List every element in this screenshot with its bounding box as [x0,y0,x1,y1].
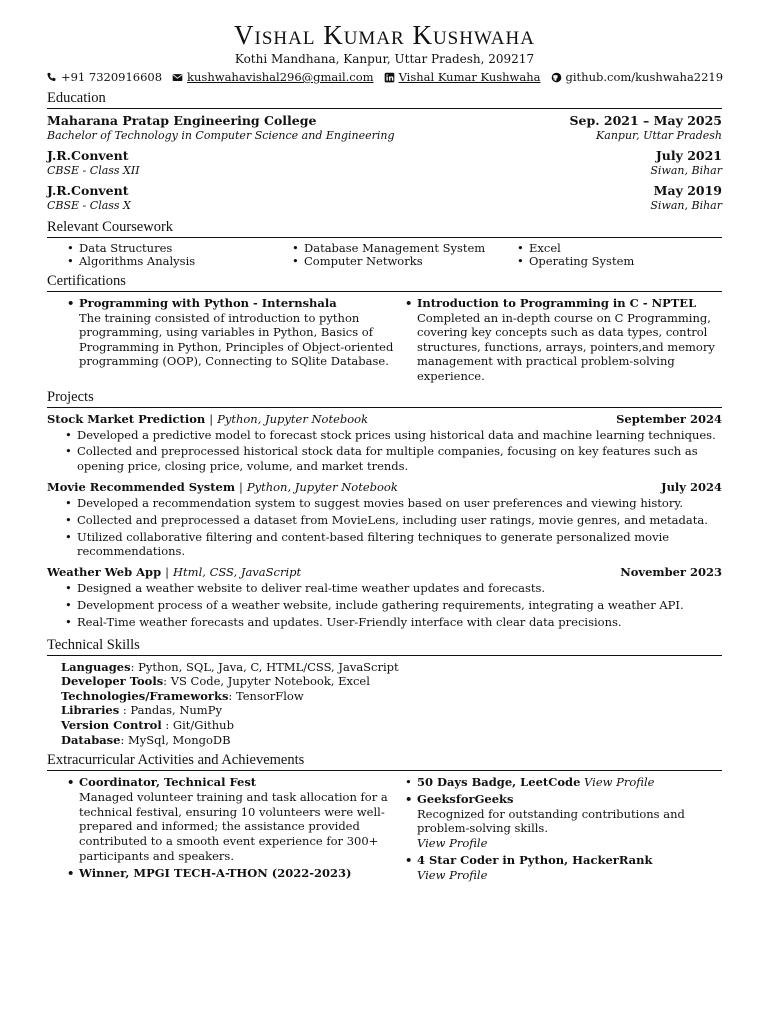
skill-separator: : [119,703,131,718]
skill-separator: : [228,688,236,703]
contact-bar [47,69,722,85]
section-title: Certifications [47,272,722,292]
email-icon [172,72,183,83]
skill-label: Languages [61,659,131,674]
coursework-section [47,218,722,268]
linkedin-icon [384,72,395,83]
section-title: Relevant Coursework [47,218,722,238]
achievement-item [403,792,723,851]
education-date: Sep. 2021 – May 2025 [569,113,722,128]
section-title: Technical Skills [47,636,722,656]
skill-value: TensorFlow [235,688,304,703]
project-tech: Python, Jupyter Notebook [217,411,369,426]
separator: | [239,479,243,494]
education-entry [47,148,722,178]
skill-label: Libraries [61,703,120,718]
course-column [515,242,715,268]
project-name: Weather Web App [47,565,162,580]
project-bullet: • Developed a predictive model to forecast stock prices using historical data and machine learning techniques. [65,428,722,443]
contact-phone[interactable] [46,69,162,85]
skill-label: Technologies/Frameworks [61,688,229,703]
project-bullets [47,428,722,474]
course-item: • Operating System [515,255,715,268]
section-title: Extracurricular Activities and Achievements [47,751,722,771]
phone-number: +91 7320916608 [60,70,163,84]
activity-title: • Winner, MPGI TECH-A-THON (2022-2023) [65,866,403,881]
project-entry [47,480,722,559]
activity-description: Managed volunteer training and task allocation for a technical festival, ensuring 10 volunteers were well-prepared and informed; the assistance provided contributed to a smooth event experience for 300+ participants and speakers. [79,789,388,864]
achievement-item [403,775,723,790]
project-entry [47,565,722,629]
project-name: Movie Recommended System [47,479,235,494]
skill-value: Python, SQL, Java, C, HTML/CSS, JavaScript [138,659,399,674]
certification-description: Completed an in-depth course on C Programming, covering key concepts such as data types, control structures, functions, arrays, pointers,and memory management with practical problem-solving experience. [417,310,715,383]
project-entry [47,412,722,474]
separator: | [165,565,170,580]
view-profile-link[interactable]: View Profile [417,836,488,851]
skill-row [61,689,722,704]
github-link[interactable]: github.com/kushwaha2219 [565,70,724,84]
degree: CBSE - Class XII [47,164,140,177]
course-item: • Computer Networks [290,255,515,268]
skill-label: Database [61,732,121,747]
resume-header [47,20,722,85]
school-name: J.R.Convent [47,148,129,163]
project-date: September 2024 [616,411,722,426]
section-title: Education [47,89,722,109]
achievement-title: • GeeksforGeeks [403,792,723,807]
project-bullet: • Collected and preprocessed historical stock data for multiple companies, focusing on key features such as opening price, closing price, volume, and market trends. [65,444,722,474]
view-profile-link[interactable]: View Profile [417,867,488,882]
project-date: November 2023 [620,565,722,580]
certification-item [65,296,403,384]
education-section [47,89,722,213]
school-name: J.R.Convent [47,183,129,198]
achievement-description: Recognized for outstanding contributions and problem-solving skills. [417,806,685,836]
education-entry [47,183,722,213]
skill-value: Git/Github [172,717,234,732]
phone-icon [46,72,57,83]
education-location: Kanpur, Uttar Pradesh [596,129,722,142]
education-location: Siwan, Bihar [650,199,722,212]
view-profile-link[interactable]: View Profile [584,775,655,790]
linkedin-link[interactable]: Vishal Kumar Kushwaha [398,70,541,84]
skill-separator: : [161,717,173,732]
certification-title: • Programming with Python - Internshala [65,296,403,311]
certification-item [403,296,723,384]
skill-value: VS Code, Jupyter Notebook, Excel [170,674,370,689]
course-item: • Database Management System [290,242,515,255]
contact-github[interactable] [551,69,724,85]
project-name: Stock Market Prediction [47,411,206,426]
skill-separator: : [163,674,171,689]
project-date: July 2024 [661,479,722,494]
skill-row [61,718,722,733]
project-bullet: • Designed a weather website to deliver real-time weather updates and forecasts. [65,581,722,596]
candidate-name: Vishal Kumar Kushwaha [234,20,535,50]
skill-separator: : [120,732,129,747]
project-bullet: • Real-Time weather forecasts and updates. User-Friendly interface with clear data precisions. [65,615,722,630]
certifications-section [47,272,722,384]
activity-title: • Coordinator, Technical Fest [65,775,403,790]
project-bullets [47,581,722,629]
skill-row [61,703,722,718]
education-location: Siwan, Bihar [650,164,722,177]
project-bullet: • Collected and preprocessed a dataset from MovieLens, including user ratings, movie genres, and metadata. [65,513,722,528]
skill-value: Pandas, NumPy [130,703,222,718]
course-column [290,242,515,268]
skill-separator: : [130,659,139,674]
project-tech: Python, Jupyter Notebook [246,479,398,494]
github-icon [551,72,562,83]
activity-item [65,775,403,864]
extracurricular-right-column [403,775,723,885]
degree: CBSE - Class X [47,199,131,212]
degree: Bachelor of Technology in Computer Science and Engineering [47,129,395,142]
achievement-title: 50 Days Badge, LeetCode [417,775,581,790]
skill-label: Version Control [61,717,162,732]
achievement-title: • 4 Star Coder in Python, HackerRank [403,853,723,868]
certification-description: The training consisted of introduction to python programming, using variables in Python, Basics of Programming in Python, Principles of Object-oriented programming (OOP), Connecting to SQlite Database. [79,310,394,369]
skill-row [61,733,722,748]
project-bullet: • Developed a recommendation system to suggest movies based on user preferences and viewing history. [65,496,722,511]
achievement-item [403,853,723,883]
activity-item [65,866,403,881]
course-item: • Excel [515,242,715,255]
address: Kothi Mandhana, Kanpur, Uttar Pradesh, 209217 [234,52,535,66]
projects-section [47,388,722,630]
extracurricular-left-column [65,775,403,885]
course-column [65,242,290,268]
project-bullets [47,496,722,559]
project-bullet: • Development process of a weather website, include gathering requirements, integrating a weather API. [65,598,722,613]
project-tech: Html, CSS, JavaScript [173,565,302,580]
education-date: May 2019 [653,183,722,198]
education-date: July 2021 [655,148,722,163]
education-entry [47,113,722,143]
email-link[interactable]: kushwahavishal296@gmail.com [187,70,374,84]
course-item: • Data Structures [65,242,290,255]
skills-section [47,636,722,748]
contact-linkedin[interactable] [384,69,541,85]
course-item: • Algorithms Analysis [65,255,290,268]
separator: | [209,411,214,426]
extracurricular-section [47,751,722,885]
skill-row [61,660,722,675]
certification-title: • Introduction to Programming in C - NPTEL [403,296,723,311]
contact-email[interactable] [172,69,374,85]
skill-value: MySql, MongoDB [128,732,231,747]
project-bullet: • Utilized collaborative filtering and content-based filtering techniques to generate personalized movie recommendations. [65,530,722,560]
skill-label: Developer Tools [61,674,164,689]
section-title: Projects [47,388,722,408]
skill-row [61,674,722,689]
school-name: Maharana Pratap Engineering College [47,113,317,128]
